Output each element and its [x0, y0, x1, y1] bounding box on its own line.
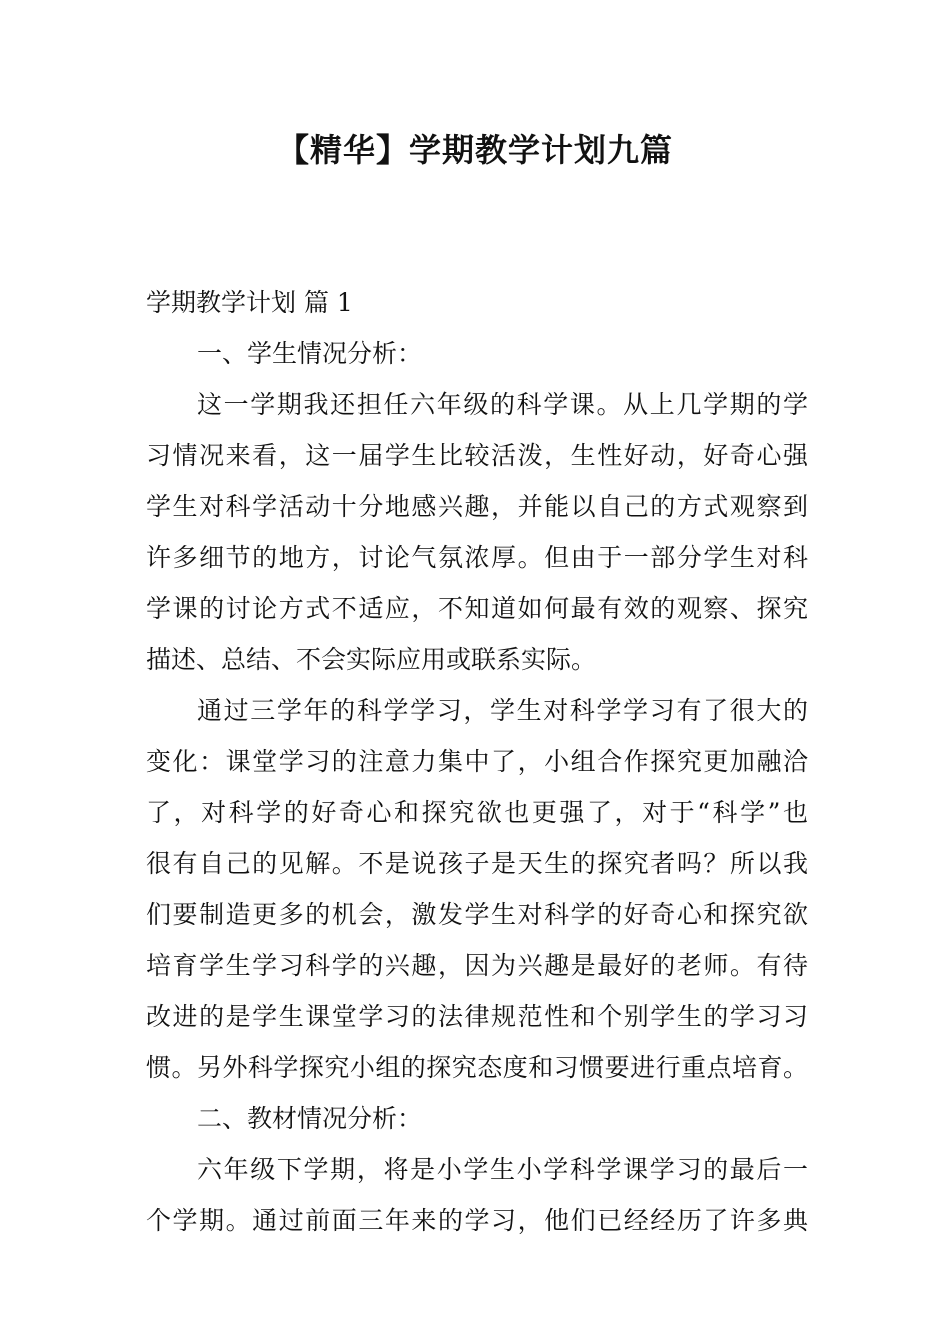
text-line: 六年级下学期，将是小学生小学科学课学习的最后一: [197, 1155, 808, 1184]
text-line: 学期教学计划 篇 1: [146, 288, 353, 317]
text-line: 通过三学年的科学学习，学生对科学学习有了很大的: [197, 696, 808, 725]
text-line: 培育学生学习科学的兴趣，因为兴趣是最好的老师。有待: [146, 951, 808, 980]
text-line: 很有自己的见解。不是说孩子是天生的探究者吗？所以我: [146, 849, 808, 878]
text-line: 一、学生情况分析：: [197, 339, 423, 368]
text-line: 改进的是学生课堂学习的法律规范性和个别学生的学习习: [146, 1002, 808, 1031]
text-line: 描述、总结、不会实际应用或联系实际。: [146, 645, 597, 674]
document-title: 【精华】学期教学计划九篇: [276, 131, 673, 169]
text-line: 了，对科学的好奇心和探究欲也更强了，对于“科学”也: [146, 798, 808, 827]
text-line: 变化：课堂学习的注意力集中了，小组合作探究更加融洽: [146, 747, 808, 776]
text-line: 许多细节的地方，讨论气氛浓厚。但由于一部分学生对科: [146, 543, 808, 572]
text-line: 这一学期我还担任六年级的科学课。从上几学期的学: [197, 390, 808, 419]
text-line: 们要制造更多的机会，激发学生对科学的好奇心和探究欲: [146, 900, 808, 929]
text-line: 惯。另外科学探究小组的探究态度和习惯要进行重点培育。: [146, 1053, 808, 1082]
text-line: 二、教材情况分析：: [197, 1104, 423, 1133]
document-body: [146, 277, 808, 1246]
text-line: 习情况来看，这一届学生比较活泼，生性好动，好奇心强: [146, 441, 808, 470]
text-line: 学课的讨论方式不适应，不知道如何最有效的观察、探究: [146, 594, 808, 623]
text-line: 学生对科学活动十分地感兴趣，并能以自己的方式观察到: [146, 492, 808, 521]
text-line: 个学期。通过前面三年来的学习，他们已经经历了许多典: [146, 1206, 808, 1235]
